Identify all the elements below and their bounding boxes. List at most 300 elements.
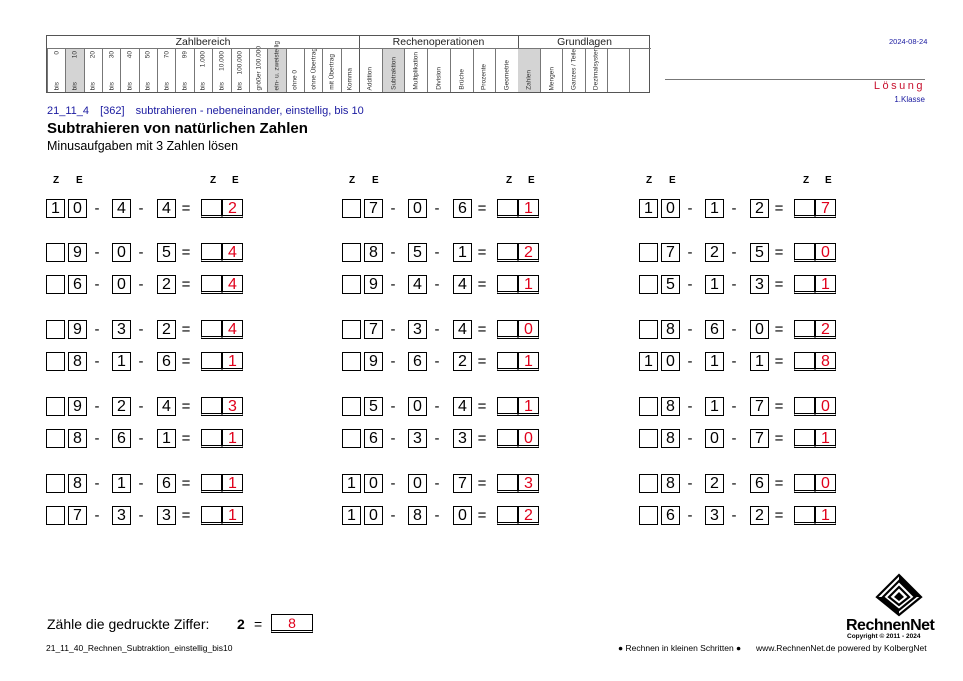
minus-sign: -	[94, 398, 100, 415]
minus-sign: -	[687, 321, 693, 338]
subtrahend-box: 4	[157, 397, 176, 416]
worksheet-code: 21_11_4	[47, 105, 90, 117]
units-digit-box: 5	[661, 275, 680, 294]
answer-units-box[interactable]: 2	[518, 506, 539, 525]
subtrahend-box: 3	[705, 506, 724, 525]
units-digit-box: 8	[661, 397, 680, 416]
answer-tens-box[interactable]	[201, 352, 222, 371]
subtrahend-box: 2	[750, 199, 769, 218]
category-title: Grundlagen	[557, 36, 612, 48]
subtrahend-box: 4	[453, 397, 472, 416]
subtrahend-box: 6	[705, 320, 724, 339]
units-digit-box: 7	[68, 506, 87, 525]
answer-tens-box[interactable]	[201, 506, 222, 525]
equals-sign: =	[181, 353, 191, 370]
minus-sign: -	[94, 276, 100, 293]
minus-sign: -	[390, 507, 396, 524]
subtrahend-box: 1	[750, 352, 769, 371]
subtrahend-box: 6	[453, 199, 472, 218]
answer-tens-box[interactable]	[201, 429, 222, 448]
subtrahend-box: 4	[408, 275, 427, 294]
minus-sign: -	[390, 475, 396, 492]
tens-digit-box: 1	[639, 199, 658, 218]
minus-sign: -	[731, 276, 737, 293]
category-cell	[286, 48, 304, 92]
category-cell	[212, 48, 230, 92]
count-digit: 2	[237, 616, 245, 632]
tens-digit-box	[46, 474, 65, 493]
category-cell	[157, 48, 175, 92]
subtrahend-box: 1	[705, 352, 724, 371]
equals-sign: =	[774, 321, 784, 338]
minus-sign: -	[434, 321, 440, 338]
units-digit-box: 0	[364, 474, 383, 493]
category-title-underline	[518, 48, 651, 49]
subtrahend-box: 4	[453, 320, 472, 339]
minus-sign: -	[687, 244, 693, 261]
category-table	[46, 35, 650, 93]
answer-units-box[interactable]: 1	[815, 275, 836, 294]
tens-digit-box	[342, 397, 361, 416]
minus-sign: -	[390, 244, 396, 261]
answer-tens-box[interactable]	[497, 506, 518, 525]
answer-units-box[interactable]: 2	[518, 243, 539, 262]
subtrahend-box: 0	[408, 397, 427, 416]
answer-units-box[interactable]: 7	[815, 199, 836, 218]
equals-sign: =	[774, 353, 784, 370]
subtrahend-box: 2	[157, 320, 176, 339]
category-cell-label: Ganzes / Teile	[570, 48, 578, 90]
tens-digit-box	[639, 474, 658, 493]
equals-sign: =	[774, 244, 784, 261]
minus-sign: -	[390, 276, 396, 293]
minus-sign: -	[390, 321, 396, 338]
subtrahend-box: 1	[112, 474, 131, 493]
answer-tens-box[interactable]	[497, 429, 518, 448]
category-cell-label: Addition	[366, 66, 374, 90]
category-cell-label: bis	[218, 81, 226, 90]
subtrahend-box: 4	[112, 199, 131, 218]
minus-sign: -	[731, 200, 737, 217]
category-cell-label: Brüche	[458, 69, 466, 90]
subtrahend-box: 6	[157, 474, 176, 493]
minus-sign: -	[731, 321, 737, 338]
answer-units-box[interactable]: 2	[222, 199, 243, 218]
worksheet-code-line	[47, 105, 372, 117]
answer-tens-box[interactable]	[497, 474, 518, 493]
units-digit-box: 8	[661, 429, 680, 448]
category-cell-label: Komma	[346, 67, 354, 90]
category-cell-top-label: 100.000	[236, 51, 244, 75]
subtrahend-box: 6	[157, 352, 176, 371]
subtrahend-box: 0	[705, 429, 724, 448]
answer-units-box[interactable]: 4	[222, 320, 243, 339]
minus-sign: -	[687, 200, 693, 217]
minus-sign: -	[138, 353, 144, 370]
answer-units-box[interactable]: 1	[518, 199, 539, 218]
category-cell-label: bis	[181, 81, 189, 90]
units-digit-box: 9	[68, 320, 87, 339]
minus-sign: -	[138, 507, 144, 524]
tens-digit-box	[639, 506, 658, 525]
equals-sign: =	[477, 321, 487, 338]
equals-sign: =	[477, 353, 487, 370]
copyright: Copyright © 2011 - 2024	[847, 633, 921, 640]
answer-units-box[interactable]: 3	[222, 397, 243, 416]
answer-tens-box[interactable]	[201, 320, 222, 339]
category-cell	[359, 48, 382, 92]
minus-sign: -	[687, 276, 693, 293]
answer-units-box[interactable]: 1	[222, 352, 243, 371]
answer-tens-box[interactable]	[497, 275, 518, 294]
minus-sign: -	[94, 353, 100, 370]
column-label-z: Z	[53, 175, 60, 186]
subtrahend-box: 6	[112, 429, 131, 448]
subtrahend-box: 2	[453, 352, 472, 371]
units-digit-box: 8	[661, 474, 680, 493]
category-cell-label: bis	[199, 81, 207, 90]
category-title-underline	[359, 48, 518, 49]
minus-sign: -	[94, 321, 100, 338]
minus-sign: -	[390, 353, 396, 370]
subtrahend-box: 0	[112, 275, 131, 294]
subtrahend-box: 2	[112, 397, 131, 416]
answer-tens-box[interactable]	[497, 243, 518, 262]
minus-sign: -	[94, 475, 100, 492]
units-digit-box: 5	[364, 397, 383, 416]
answer-tens-box[interactable]	[794, 199, 815, 218]
category-cell-top-label: 1.000	[199, 51, 207, 68]
column-label-z: Z	[349, 175, 356, 186]
category-cell	[427, 48, 450, 92]
units-digit-box: 9	[364, 275, 383, 294]
subtrahend-box: 3	[408, 320, 427, 339]
tens-digit-box: 1	[342, 506, 361, 525]
minus-sign: -	[687, 353, 693, 370]
category-cell	[231, 48, 249, 92]
column-label-z: Z	[506, 175, 513, 186]
page-title: Subtrahieren von natürlichen Zahlen	[47, 120, 308, 137]
column-label-e: E	[76, 175, 83, 186]
equals-sign: =	[477, 276, 487, 293]
minus-sign: -	[138, 276, 144, 293]
units-digit-box: 0	[68, 199, 87, 218]
minus-sign: -	[731, 398, 737, 415]
subtrahend-box: 5	[157, 243, 176, 262]
category-cell	[607, 48, 629, 92]
column-label-e: E	[372, 175, 379, 186]
count-equals: =	[254, 616, 263, 632]
subtrahend-box: 2	[157, 275, 176, 294]
minus-sign: -	[94, 244, 100, 261]
category-cell	[65, 48, 83, 92]
category-cell	[304, 48, 322, 92]
answer-tens-box[interactable]	[497, 397, 518, 416]
tens-digit-box	[342, 199, 361, 218]
minus-sign: -	[138, 321, 144, 338]
answer-tens-box[interactable]	[497, 352, 518, 371]
category-cell-label: ohne 0	[291, 70, 299, 90]
answer-units-box[interactable]: 1	[518, 275, 539, 294]
units-digit-box: 9	[364, 352, 383, 371]
answer-tens-box[interactable]	[201, 275, 222, 294]
column-label-e: E	[232, 175, 239, 186]
category-cell-top-label: 30	[108, 51, 116, 59]
logo-text: RechnenNet	[846, 617, 935, 634]
answer-units-box[interactable]: 1	[815, 429, 836, 448]
answer-tens-box[interactable]	[794, 320, 815, 339]
equals-sign: =	[181, 321, 191, 338]
equals-sign: =	[477, 200, 487, 217]
answer-units-box[interactable]: 3	[518, 474, 539, 493]
subtrahend-box: 5	[750, 243, 769, 262]
units-digit-box: 6	[68, 275, 87, 294]
units-digit-box: 0	[661, 352, 680, 371]
category-cell-label: bis	[236, 81, 244, 90]
equals-sign: =	[774, 507, 784, 524]
category-cell	[267, 40, 285, 92]
minus-sign: -	[434, 244, 440, 261]
tens-digit-box: 1	[639, 352, 658, 371]
category-cell-top-label: 20	[89, 51, 97, 59]
units-digit-box: 8	[661, 320, 680, 339]
category-cell-label: bis	[126, 81, 134, 90]
units-digit-box: 8	[68, 474, 87, 493]
category-cell-label: größer 100.000	[255, 45, 263, 90]
category-cell-label: Zahlen	[525, 70, 533, 90]
minus-sign: -	[434, 475, 440, 492]
units-digit-box: 7	[364, 320, 383, 339]
subtrahend-box: 0	[112, 243, 131, 262]
minus-sign: -	[390, 398, 396, 415]
category-title-underline	[47, 48, 359, 49]
answer-units-box[interactable]: 0	[518, 320, 539, 339]
answer-units-box[interactable]: 8	[815, 352, 836, 371]
minus-sign: -	[434, 353, 440, 370]
minus-sign: -	[390, 430, 396, 447]
subtrahend-box: 2	[705, 474, 724, 493]
tens-digit-box	[342, 320, 361, 339]
column-label-e: E	[528, 175, 535, 186]
category-cell-top-label: 0	[53, 51, 61, 55]
subtrahend-box: 8	[408, 506, 427, 525]
subtrahend-box: 3	[408, 429, 427, 448]
units-digit-box: 8	[68, 429, 87, 448]
subtrahend-box: 1	[157, 429, 176, 448]
category-cell-top-label: 99	[181, 51, 189, 59]
subtrahend-box: 0	[750, 320, 769, 339]
minus-sign: -	[731, 244, 737, 261]
category-cell	[450, 48, 473, 92]
subtrahend-box: 3	[112, 506, 131, 525]
tens-digit-box	[342, 429, 361, 448]
category-cell-label: bis	[144, 81, 152, 90]
units-digit-box: 7	[661, 243, 680, 262]
category-cell	[120, 48, 138, 92]
answer-units-box[interactable]: 0	[815, 397, 836, 416]
subtrahend-box: 0	[453, 506, 472, 525]
subtrahend-box: 5	[408, 243, 427, 262]
answer-units-box[interactable]: 1	[518, 397, 539, 416]
date: 2024-08-24	[889, 37, 928, 46]
answer-units-box[interactable]: 1	[222, 474, 243, 493]
category-cell	[404, 48, 427, 92]
subtrahend-box: 3	[112, 320, 131, 339]
footer-filename: 21_11_40_Rechnen_Subtraktion_einstellig_bis10	[46, 643, 233, 653]
subtrahend-box: 7	[453, 474, 472, 493]
category-cell	[495, 48, 518, 92]
units-digit-box: 9	[68, 397, 87, 416]
answer-tens-box[interactable]	[794, 506, 815, 525]
minus-sign: -	[731, 475, 737, 492]
answer-tens-box[interactable]	[201, 243, 222, 262]
answer-units-box[interactable]: 1	[222, 506, 243, 525]
subtrahend-box: 0	[408, 474, 427, 493]
answer-tens-box[interactable]	[201, 199, 222, 218]
minus-sign: -	[94, 430, 100, 447]
subtrahend-box: 7	[750, 429, 769, 448]
subtrahend-box: 1	[453, 243, 472, 262]
equals-sign: =	[181, 430, 191, 447]
category-cell-label: ein- u. zweistellig	[273, 40, 281, 90]
category-cell-label: bis	[71, 81, 79, 90]
column-label-z: Z	[803, 175, 810, 186]
answer-tens-box[interactable]	[794, 397, 815, 416]
rechnennet-logo-icon	[875, 573, 923, 617]
page-subtitle: Minusaufgaben mit 3 Zahlen lösen	[47, 139, 239, 153]
units-digit-box: 7	[364, 199, 383, 218]
count-answer-box[interactable]: 8	[271, 614, 313, 633]
answer-tens-box[interactable]	[794, 474, 815, 493]
grade-label: 1.Klasse	[894, 95, 925, 104]
equals-sign: =	[181, 244, 191, 261]
column-label-z: Z	[210, 175, 217, 186]
tens-digit-box	[46, 320, 65, 339]
category-cell	[382, 48, 405, 92]
tens-digit-box	[46, 429, 65, 448]
answer-units-box[interactable]: 1	[518, 352, 539, 371]
answer-tens-box[interactable]	[497, 320, 518, 339]
category-title: Zahlbereich	[175, 36, 231, 48]
category-cell-label: Dezimalsystem	[592, 45, 600, 90]
category-cell-label: Prozente	[480, 63, 488, 90]
category-cell-label: bis	[53, 81, 61, 90]
equals-sign: =	[477, 244, 487, 261]
tens-digit-box	[342, 352, 361, 371]
category-cell-top-label: 70	[163, 51, 171, 59]
equals-sign: =	[477, 507, 487, 524]
tens-digit-box	[46, 243, 65, 262]
footer-website: www.RechnenNet.de powered by KolbergNet	[756, 643, 927, 653]
units-digit-box: 8	[68, 352, 87, 371]
subtrahend-box: 4	[157, 199, 176, 218]
worksheet-topic: subtrahieren - nebeneinander, einstellig, bis 10	[135, 105, 364, 117]
subtrahend-box: 1	[705, 275, 724, 294]
minus-sign: -	[434, 430, 440, 447]
category-cell	[139, 48, 157, 92]
equals-sign: =	[477, 475, 487, 492]
minus-sign: -	[138, 200, 144, 217]
subtrahend-box: 3	[157, 506, 176, 525]
subtrahend-box: 3	[453, 429, 472, 448]
category-cell	[249, 45, 267, 92]
category-cell-top-label: 10	[71, 51, 79, 59]
footer-tagline: ● Rechnen in kleinen Schritten ●	[618, 643, 742, 653]
equals-sign: =	[774, 430, 784, 447]
column-label-z: Z	[646, 175, 653, 186]
equals-sign: =	[181, 398, 191, 415]
minus-sign: -	[94, 507, 100, 524]
subtrahend-box: 1	[112, 352, 131, 371]
tens-digit-box	[639, 429, 658, 448]
category-cell-top-label: 50	[144, 51, 152, 59]
column-label-e: E	[825, 175, 832, 186]
category-cell	[540, 48, 562, 92]
tens-digit-box	[46, 352, 65, 371]
minus-sign: -	[731, 353, 737, 370]
category-cell-top-label: 40	[126, 51, 134, 59]
equals-sign: =	[774, 276, 784, 293]
units-digit-box: 6	[661, 506, 680, 525]
answer-tens-box[interactable]	[794, 275, 815, 294]
answer-units-box[interactable]: 1	[222, 429, 243, 448]
category-cell	[518, 48, 540, 92]
answer-tens-box[interactable]	[794, 352, 815, 371]
subtrahend-box: 3	[750, 275, 769, 294]
answer-tens-box[interactable]	[201, 474, 222, 493]
tens-digit-box	[46, 506, 65, 525]
tens-digit-box: 1	[46, 199, 65, 218]
category-cell	[47, 48, 65, 92]
category-cell	[562, 48, 584, 92]
category-cell	[473, 48, 496, 92]
answer-units-box[interactable]: 0	[815, 474, 836, 493]
answer-units-box[interactable]: 2	[815, 320, 836, 339]
units-digit-box: 6	[364, 429, 383, 448]
minus-sign: -	[687, 398, 693, 415]
category-cell	[341, 48, 359, 92]
answer-units-box[interactable]: 4	[222, 275, 243, 294]
answer-units-box[interactable]: 0	[815, 243, 836, 262]
answer-units-box[interactable]: 1	[815, 506, 836, 525]
answer-units-box[interactable]: 4	[222, 243, 243, 262]
minus-sign: -	[434, 507, 440, 524]
equals-sign: =	[181, 475, 191, 492]
tens-digit-box: 1	[342, 474, 361, 493]
equals-sign: =	[181, 200, 191, 217]
tens-digit-box	[342, 275, 361, 294]
tens-digit-box	[342, 243, 361, 262]
tens-digit-box	[639, 397, 658, 416]
answer-units-box[interactable]: 0	[518, 429, 539, 448]
subtrahend-box: 6	[408, 352, 427, 371]
answer-tens-box[interactable]	[497, 199, 518, 218]
equals-sign: =	[477, 398, 487, 415]
category-cell	[585, 45, 607, 92]
minus-sign: -	[731, 430, 737, 447]
minus-sign: -	[687, 475, 693, 492]
answer-tens-box[interactable]	[201, 397, 222, 416]
subtrahend-box: 1	[705, 397, 724, 416]
equals-sign: =	[774, 475, 784, 492]
answer-tens-box[interactable]	[794, 429, 815, 448]
subtrahend-box: 6	[750, 474, 769, 493]
minus-sign: -	[138, 475, 144, 492]
subtrahend-box: 2	[750, 506, 769, 525]
worksheet-number: [362]	[100, 105, 125, 117]
minus-sign: -	[138, 398, 144, 415]
answer-tens-box[interactable]	[794, 243, 815, 262]
